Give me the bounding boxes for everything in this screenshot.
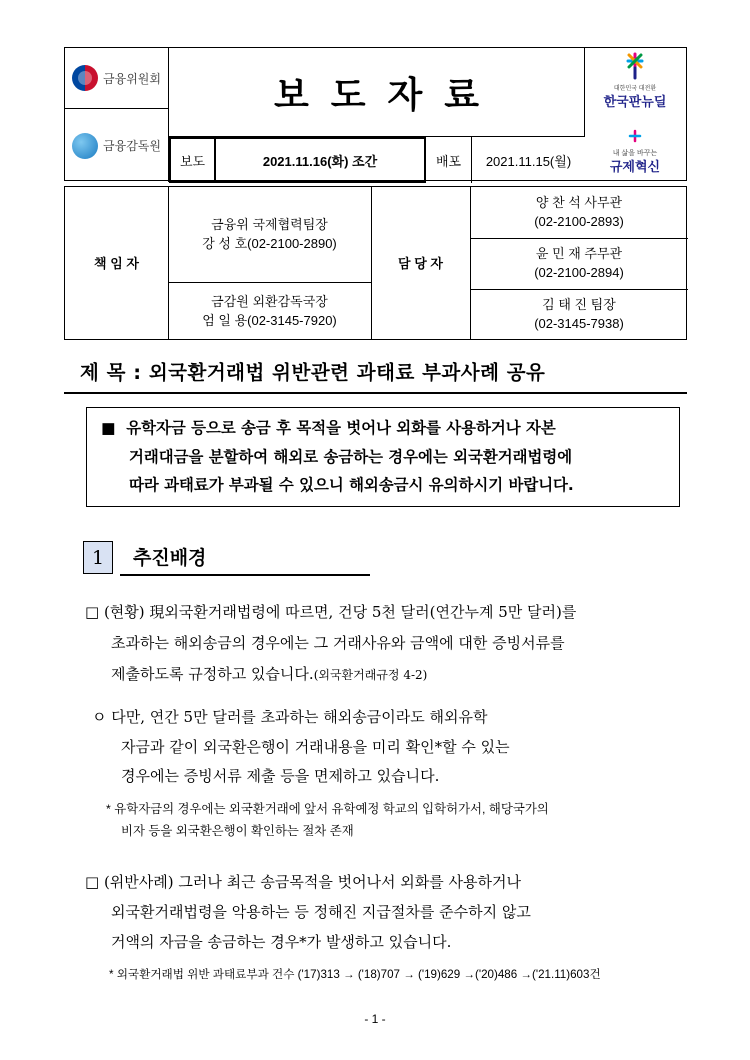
note-2: * 외국환거래법 위반 과태료부과 건수 ('17)313 → ('18)707 → ('19)629 →('20)486 →('21.11)603건 [109,968,601,981]
baepo-date: 2021.11.15(월) [485,153,572,169]
document-title-cell [169,48,585,136]
note-1-line-1: * 유학자금의 경우에는 외국환거래에 앞서 유학예정 학교의 입학허가서, 해당국가의 [106,802,549,816]
p1-line-2: 초과하는 해외송금의 경우에는 그 거래사유와 금액에 대한 증빙서류를 [111,634,565,652]
government-emblem-icon [72,65,98,91]
contacts-table [64,186,687,340]
summary-bullet: ■ [101,419,116,437]
section-number: 1 [83,541,113,574]
new-deal-subtitle: 대한민국 대전환 [613,86,657,92]
p3-line-2: 외국환거래법령을 악용하는 등 정해진 지급절차를 준수하지 않고 [111,903,531,921]
regulation-title: 규제혁신 [609,160,661,175]
subject-line: 제 목 : 외국환거래법 위반관련 과태료 부과사례 공유 [80,361,546,384]
section-underline [120,574,370,576]
p1-line-1: □ (현황) 現외국환거래법령에 따르면, 건당 5천 달러(연간누계 5만 달러)를 [85,603,577,621]
responsible-1: 금융위 국제협력팀장 강 성 호(02-2100-2890) [202,216,337,251]
page-number: - 1 - [364,1012,386,1026]
p2-line-3: 경우에는 증빙서류 제출 등을 면제하고 있습니다. [121,767,440,785]
fss-emblem-icon [72,133,98,159]
summary-box [86,407,680,507]
bodo-date: 2021.11.16(화) 조간 [216,137,426,183]
campaign-logos [585,48,688,182]
document-title: 보도자료 [273,73,502,116]
manager-3: 김 태 진 팀장 (02-3145-7938) [534,297,624,331]
new-deal-logo-icon [585,48,688,182]
p3-line-1: □ (위반사례) 그러나 최근 송금목적을 벗어나서 외화를 사용하거나 [85,873,521,891]
baepo-label: 배포 [426,137,472,183]
fsc-logo [65,48,169,109]
manager-1: 양 찬 석 사무관 (02-2100-2893) [534,194,624,229]
manager-2: 윤 민 재 주무관 (02-2100-2894) [534,245,624,280]
press-release-header [64,47,687,181]
responsible-label: 책 임 자 [94,255,139,271]
regulation-subtitle: 내 삶을 바꾸는 [612,150,658,157]
summary-line-2: 거래대금을 분할하여 해외로 송금하는 경우에는 외국환거래법령에 [129,447,573,466]
fss-name: 금융감독원 [103,139,161,153]
p3-line-3: 거액의 자금을 송금하는 경우*가 발생하고 있습니다. [111,933,452,951]
p1-line-3: 제출하도록 규정하고 있습니다.(외국환거래규정 4-2) [111,665,428,683]
manager-label: 담 당 자 [398,255,443,271]
section-title: 추진배경 [133,547,207,569]
p2-line-2: 자금과 같이 외국환은행이 거래내용을 미리 확인*할 수 있는 [121,738,510,756]
bodo-label: 보도 [169,137,216,183]
fsc-name: 금융위원회 [103,71,161,86]
fss-logo [65,109,169,182]
p1-reference: (외국환거래규정 4-2) [313,668,428,682]
distribution-row [169,136,585,182]
summary-line-3: 따라 과태료가 부과될 수 있으니 해외송금시 유의하시기 바랍니다. [129,476,574,494]
p2-line-1: ㅇ 다만, 연간 5만 달러를 초과하는 해외송금이라도 해외유학 [92,708,488,726]
subject-underline [64,392,687,394]
new-deal-title: 한국판뉴딜 [603,95,667,110]
summary-line-1: 유학자금 등으로 송금 후 목적을 벗어나 외화를 사용하거나 자본 [126,419,556,437]
responsible-2: 금감원 외환감독국장 엄 일 용(02-3145-7920) [202,293,337,328]
note-1-line-2: 비자 등을 외국환은행이 확인하는 절차 존재 [121,824,354,838]
